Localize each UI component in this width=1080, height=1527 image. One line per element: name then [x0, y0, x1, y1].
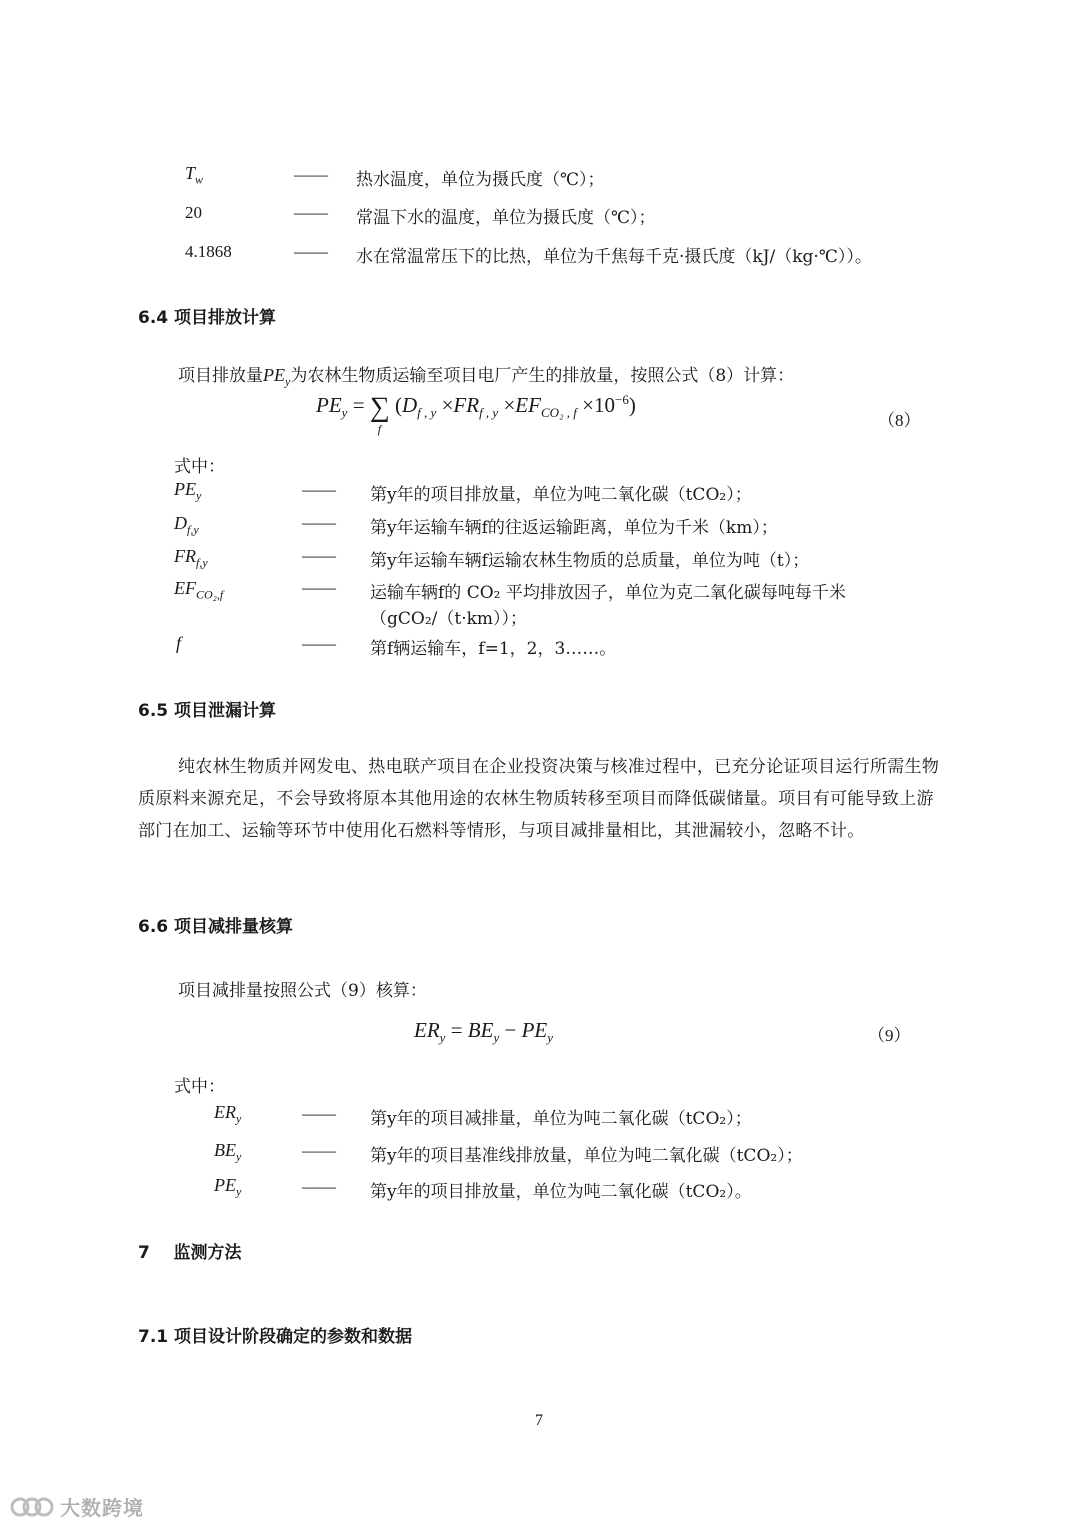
where-label: 式中：	[174, 1077, 225, 1097]
section-6-6-intro: 项目减排量按照公式（9）核算：	[178, 981, 427, 1001]
def-symbol-er: $ER_y$	[214, 1102, 242, 1126]
equation-number-8: （8）	[878, 411, 921, 430]
def-symbol-f: f	[176, 633, 182, 653]
def-desc: 常温下水的温度，单位为摄氏度（℃）；	[356, 208, 656, 228]
def-dash: ——	[302, 1141, 336, 1160]
watermark	[10, 1492, 144, 1521]
sum-symbol: ∑ f	[369, 392, 390, 436]
def-desc-continuation: （gCO₂/（t·km））；	[370, 609, 528, 629]
def-dash: ——	[302, 634, 336, 653]
section-heading-6-4: 6.4 项目排放计算	[138, 308, 277, 328]
def-desc: 第y年运输车辆f的往返运输距离，单位为千米（km）；	[370, 518, 778, 538]
page-number: 7	[535, 1412, 543, 1429]
def-dash: ——	[302, 1104, 336, 1123]
def-dash: ——	[302, 1177, 336, 1196]
def-symbol-tw: $T_w$	[185, 163, 204, 187]
watermark-text: 大数跨境	[60, 1496, 144, 1520]
def-desc: 第y年的项目基准线排放量，单位为吨二氧化碳（tCO₂）；	[370, 1146, 803, 1166]
def-symbol-be: $BE_y$	[214, 1140, 242, 1164]
def-symbol-d: $D_{f,y}$	[174, 513, 199, 537]
section-heading-7-1: 7.1 项目设计阶段确定的参数和数据	[138, 1327, 413, 1347]
section-6-4-intro: 项目排放量$PE_y$为农林生物质运输至项目电厂产生的排放量，按照公式（8）计算：	[178, 365, 795, 389]
def-desc: 第y年的项目减排量，单位为吨二氧化碳（tCO₂）；	[370, 1109, 752, 1129]
def-dash: ——	[302, 578, 336, 597]
def-desc: 第y年运输车辆f运输农林生物质的总质量，单位为吨（t）；	[370, 551, 810, 571]
def-symbol-ef: $EF_{CO_2,f}$	[174, 578, 224, 602]
watermark-logo-icon	[10, 1493, 54, 1521]
def-desc: 第f辆运输车，f=1，2，3……。	[370, 639, 617, 659]
equation-number-9: （9）	[868, 1026, 911, 1045]
def-dash: ——	[302, 513, 336, 532]
section-6-5-paragraph: 纯农林生物质并网发电、热电联产项目在企业投资决策与核准过程中，已充分论证项目运行所需生物质原料来源充足，不会导致将原本其他用途的农林生物质转移至项目而降低碳储量。项目有可能导致上游部门在加工、运输等环节中使用化石燃料等情形，与项目减排量相比，其泄漏较小，忽略不计。	[138, 757, 940, 841]
def-symbol-pe: $PE_y$	[214, 1175, 242, 1199]
formula-8: $PE_y$ = ∑ f $(D_{f , y} \times FR_{f , y} \times EF_{CO_2 , f} \times 10^{-6})$	[316, 392, 636, 436]
section-heading-6-6: 6.6 项目减排量核算	[138, 917, 294, 937]
def-dash: ——	[294, 242, 328, 261]
def-dash: ——	[294, 165, 328, 184]
where-label: 式中：	[174, 457, 225, 477]
def-desc: 热水温度，单位为摄氏度（℃）；	[356, 170, 605, 190]
def-dash: ——	[294, 203, 328, 222]
def-dash: ——	[302, 480, 336, 499]
def-symbol-pe: $PE_y$	[174, 479, 202, 503]
def-desc: 第y年的项目排放量，单位为吨二氧化碳（tCO₂）；	[370, 485, 752, 505]
section-heading-7: 7 监测方法	[138, 1243, 242, 1263]
def-dash: ——	[302, 546, 336, 565]
def-desc: 水在常温常压下的比热，单位为千焦每千克·摄氏度（kJ/（kg·℃））。	[356, 247, 872, 267]
formula-9: $ER_y = BE_y - PE_y$	[414, 1018, 553, 1046]
def-symbol-4-1868: 4.1868	[185, 242, 232, 261]
def-desc: 第y年的项目排放量，单位为吨二氧化碳（tCO₂）。	[370, 1182, 752, 1202]
def-symbol-20: 20	[185, 203, 202, 222]
def-symbol-fr: $FR_{f,y}$	[174, 546, 208, 570]
section-heading-6-5: 6.5 项目泄漏计算	[138, 701, 277, 721]
def-desc: 运输车辆f的 CO₂ 平均排放因子，单位为克二氧化碳每吨每千米	[370, 583, 846, 603]
